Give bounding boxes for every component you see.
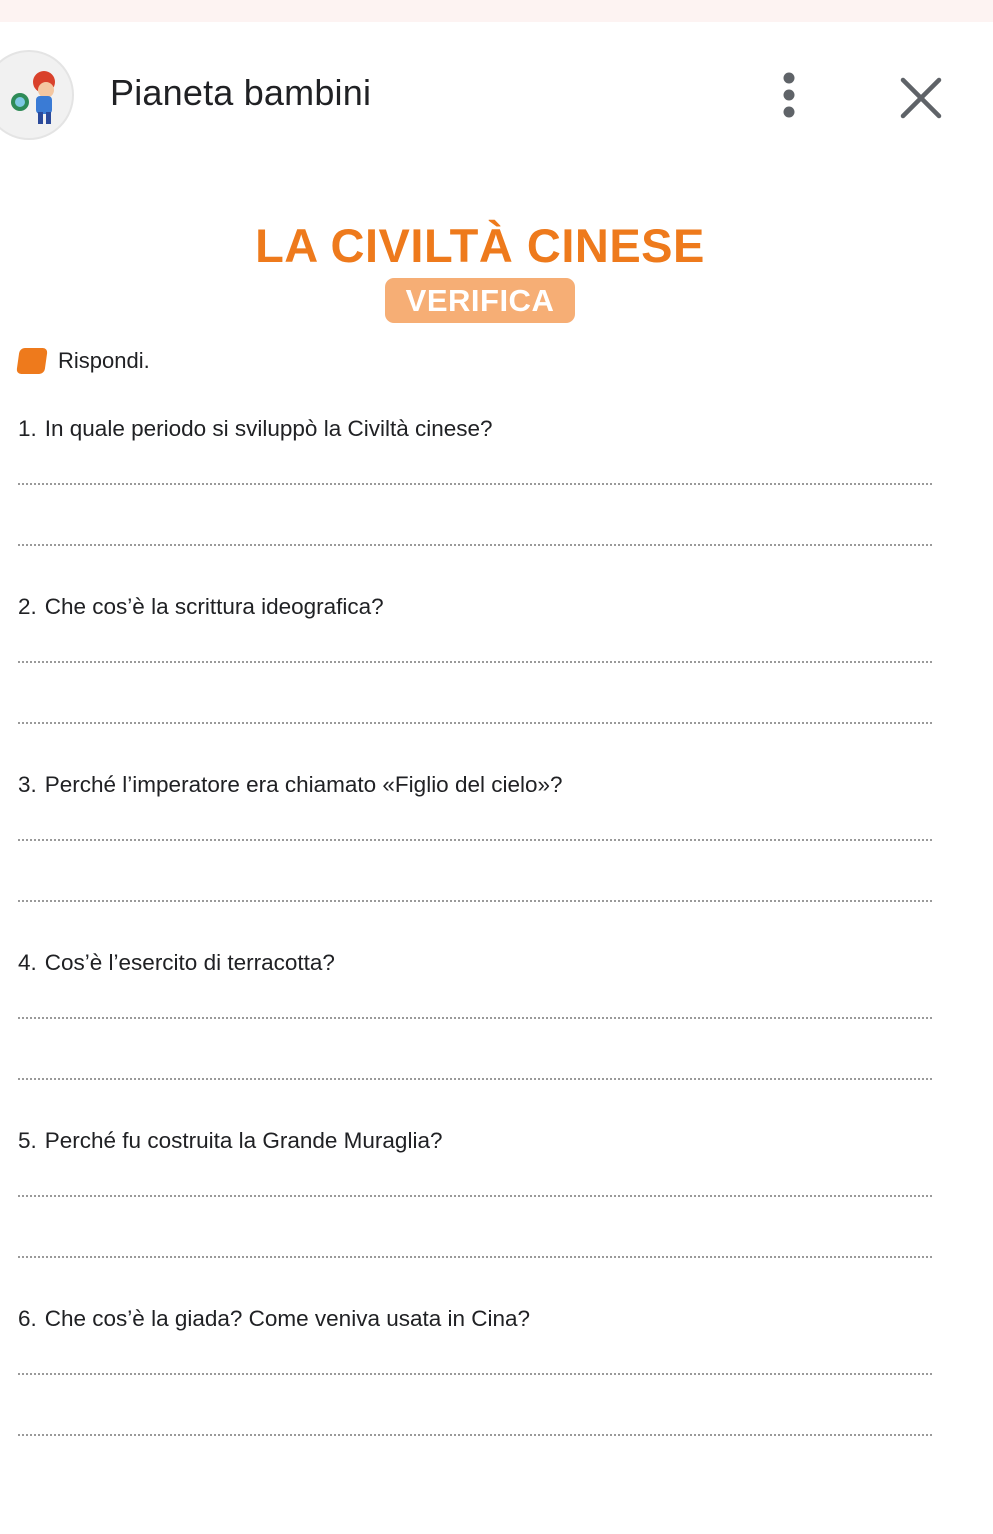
question-label: In quale periodo si sviluppò la Civiltà cinese? (44, 416, 493, 441)
answer-line[interactable] (18, 1373, 932, 1375)
question-number: 1. (18, 416, 37, 441)
question-number: 3. (18, 772, 37, 797)
more-vertical-icon (766, 68, 812, 128)
question-number: 2. (18, 594, 37, 619)
question-text (18, 416, 493, 442)
cartoon-character-avatar-icon (0, 66, 64, 130)
answer-line[interactable] (18, 661, 932, 663)
app-title: Pianeta bambini (110, 72, 372, 113)
question-label: Perché fu costruita la Grande Muraglia? (44, 1128, 443, 1153)
answer-line[interactable] (18, 1078, 932, 1080)
answer-line[interactable] (18, 839, 932, 841)
answer-line[interactable] (18, 1195, 932, 1197)
question-number: 4. (18, 950, 37, 975)
question-text (18, 772, 563, 798)
question-text (18, 594, 384, 620)
instruction-text: Rispondi. (58, 348, 150, 373)
question-text (18, 950, 335, 976)
answer-line[interactable] (18, 1434, 932, 1436)
status-strip (0, 0, 993, 22)
question-label: Perché l’imperatore era chiamato «Figlio del cielo»? (44, 772, 563, 797)
question-text (18, 1128, 442, 1154)
close-button[interactable] (893, 70, 949, 126)
answer-line[interactable] (18, 722, 932, 724)
close-icon (893, 70, 949, 126)
avatar[interactable] (0, 50, 74, 140)
app-header (0, 22, 993, 172)
answer-line[interactable] (18, 1256, 932, 1258)
answer-line[interactable] (18, 483, 932, 485)
answer-line[interactable] (18, 1017, 932, 1019)
document-title: LA CIVILTÀ CINESE (255, 219, 705, 272)
verifica-badge: VERIFICA (385, 278, 575, 323)
answer-line[interactable] (18, 900, 932, 902)
question-label: Che cos’è la scrittura ideografica? (44, 594, 384, 619)
instruction-marker-icon (16, 348, 48, 374)
question-number: 6. (18, 1306, 37, 1331)
question-text (18, 1306, 530, 1332)
question-label: Cos’è l’esercito di terracotta? (44, 950, 335, 975)
question-label: Che cos’è la giada? Come veniva usata in Cina? (44, 1306, 531, 1331)
more-options-button[interactable] (766, 68, 812, 128)
answer-line[interactable] (18, 544, 932, 546)
question-number: 5. (18, 1128, 37, 1153)
